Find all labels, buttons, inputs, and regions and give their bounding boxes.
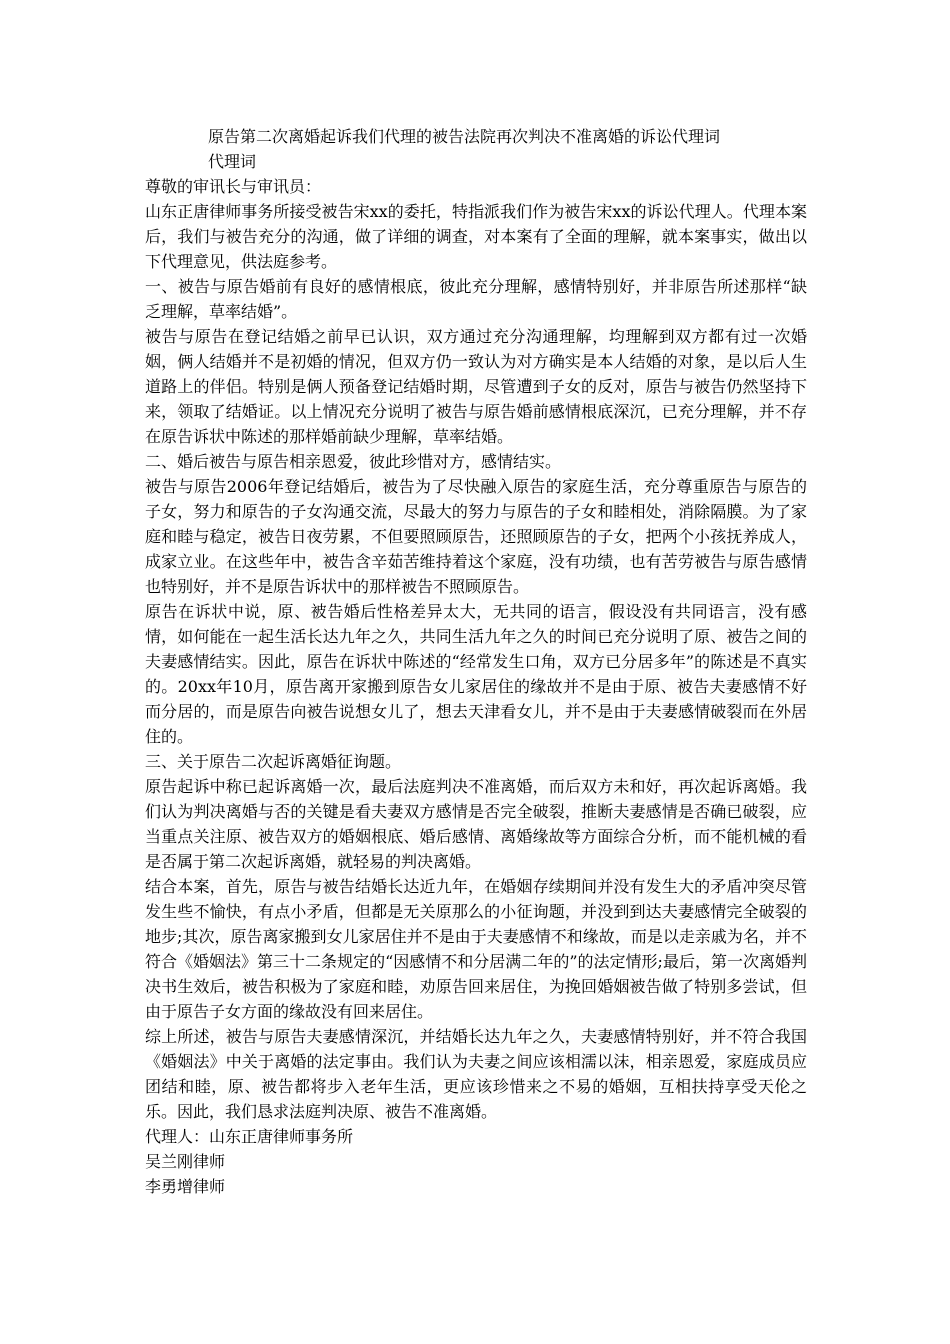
paragraph-conclusion: 综上所述，被告与原告夫妻感情深沉，并结婚长达九年之久，夫妻感情特别好，并不符合我国《婚姻法》中关于离婚的法定事由。我们认为夫妻之间应该相濡以沫，相亲恩爱，家庭成员应团结和睦，原、被告都将步入老年生活，更应该珍惜来之不易的婚姻，互相扶持享受天伦之乐。因此，我们恳求法庭判决原、被告不准离婚。 [145, 1027, 807, 1121]
signature-lawyer-1: 吴兰刚律师 [145, 1152, 226, 1171]
paragraph-intro: 山东正唐律师事务所接受被告宋xx的委托，特指派我们作为被告宋xx的诉讼代理人。代理本案后，我们与被告充分的沟通，做了详细的调查，对本案有了全面的理解，就本案事实，做出以下代理意见，供法庭参考。 [145, 202, 807, 271]
document-page [145, 124, 807, 1199]
paragraph-section-2b: 原告在诉状中说，原、被告婚后性格差异太大，无共同的语言，假设没有共同语言，没有感情，如何能在一起生活长达九年之久，共同生活九年之久的时间已充分说明了原、被告之间的夫妻感情结实。因此，原告在诉状中陈述的“经常发生口角，双方已分居多年”的陈述是不真实的。20xx年10月，原告离开家搬到原告女儿家居住的缘故并不是由于原、被告夫妻感情不好而分居的，而是原告向被告说想女儿了，想去天津看女儿，并不是由于夫妻感情破裂而在外居住的。 [145, 602, 807, 746]
section-heading-1: 一、被告与原告婚前有良好的感情根底，彼此充分理解，感情特别好，并非原告所述那样“缺乏理解，草率结婚”。 [145, 277, 807, 321]
paragraph-section-3a: 原告起诉中称已起诉离婚一次，最后法庭判决不准离婚，而后双方未和好，再次起诉离婚。我们认为判决离婚与否的关键是看夫妻双方感情是否完全破裂，推断夫妻感情是否确已破裂，应当重点关注原、被告双方的婚姻根底、婚后感情、离婚缘故等方面综合分析，而不能机械的看是否属于第二次起诉离婚，就轻易的判决离婚。 [145, 777, 807, 871]
document-title: 原告第二次离婚起诉我们代理的被告法院再次判决不准离婚的诉讼代理词 [208, 127, 721, 146]
signature-lawyer-2: 李勇增律师 [145, 1177, 226, 1196]
signature-agent: 代理人：山东正唐律师事务所 [145, 1127, 354, 1146]
salutation: 尊敬的审讯长与审讯员： [145, 177, 322, 196]
document-subtitle: 代理词 [208, 152, 257, 171]
section-heading-2: 二、婚后被告与原告相亲恩爱，彼此珍惜对方，感情结实。 [145, 452, 562, 471]
paragraph-section-1: 被告与原告在登记结婚之前早已认识，双方通过充分沟通理解，均理解到双方都有过一次婚姻，俩人结婚并不是初婚的情况，但双方仍一致认为对方确实是本人结婚的对象，是以后人生道路上的伴侣。特别是俩人预备登记结婚时期，尽管遭到子女的反对，原告与被告仍然坚持下来，领取了结婚证。以上情况充分说明了被告与原告婚前感情根底深沉，已充分理解，并不存在原告诉状中陈述的那样婚前缺少理解，草率结婚。 [145, 327, 807, 446]
paragraph-section-2a: 被告与原告2006年登记结婚后，被告为了尽快融入原告的家庭生活，充分尊重原告与原告的子女，努力和原告的子女沟通交流，尽最大的努力与原告的子女和睦相处，消除隔膜。为了家庭和睦与稳定，被告日夜劳累，不但要照顾原告，还照顾原告的子女，把两个小孩抚养成人，成家立业。在这些年中，被告含辛茹苦维持着这个家庭，没有功绩，也有苦劳被告与原告感情也特别好，并不是原告诉状中的那样被告不照顾原告。 [145, 477, 807, 596]
section-heading-3: 三、关于原告二次起诉离婚征询题。 [145, 752, 402, 771]
paragraph-section-3b: 结合本案，首先，原告与被告结婚长达近九年，在婚姻存续期间并没有发生大的矛盾冲突尽管发生些不愉快，有点小矛盾，但都是无关原那么的小征询题，并没到到达夫妻感情完全破裂的地步;其次，原告离家搬到女儿家居住并不是由于夫妻感情不和缘故，而是以走亲戚为名，并不符合《婚姻法》第三十二条规定的“因感情不和分居满二年的”的法定情形;最后，第一次离婚判决书生效后，被告积极为了家庭和睦，劝原告回来居住，为挽回婚姻被告做了特别多尝试，但由于原告子女方面的缘故没有回来居住。 [145, 877, 807, 1021]
